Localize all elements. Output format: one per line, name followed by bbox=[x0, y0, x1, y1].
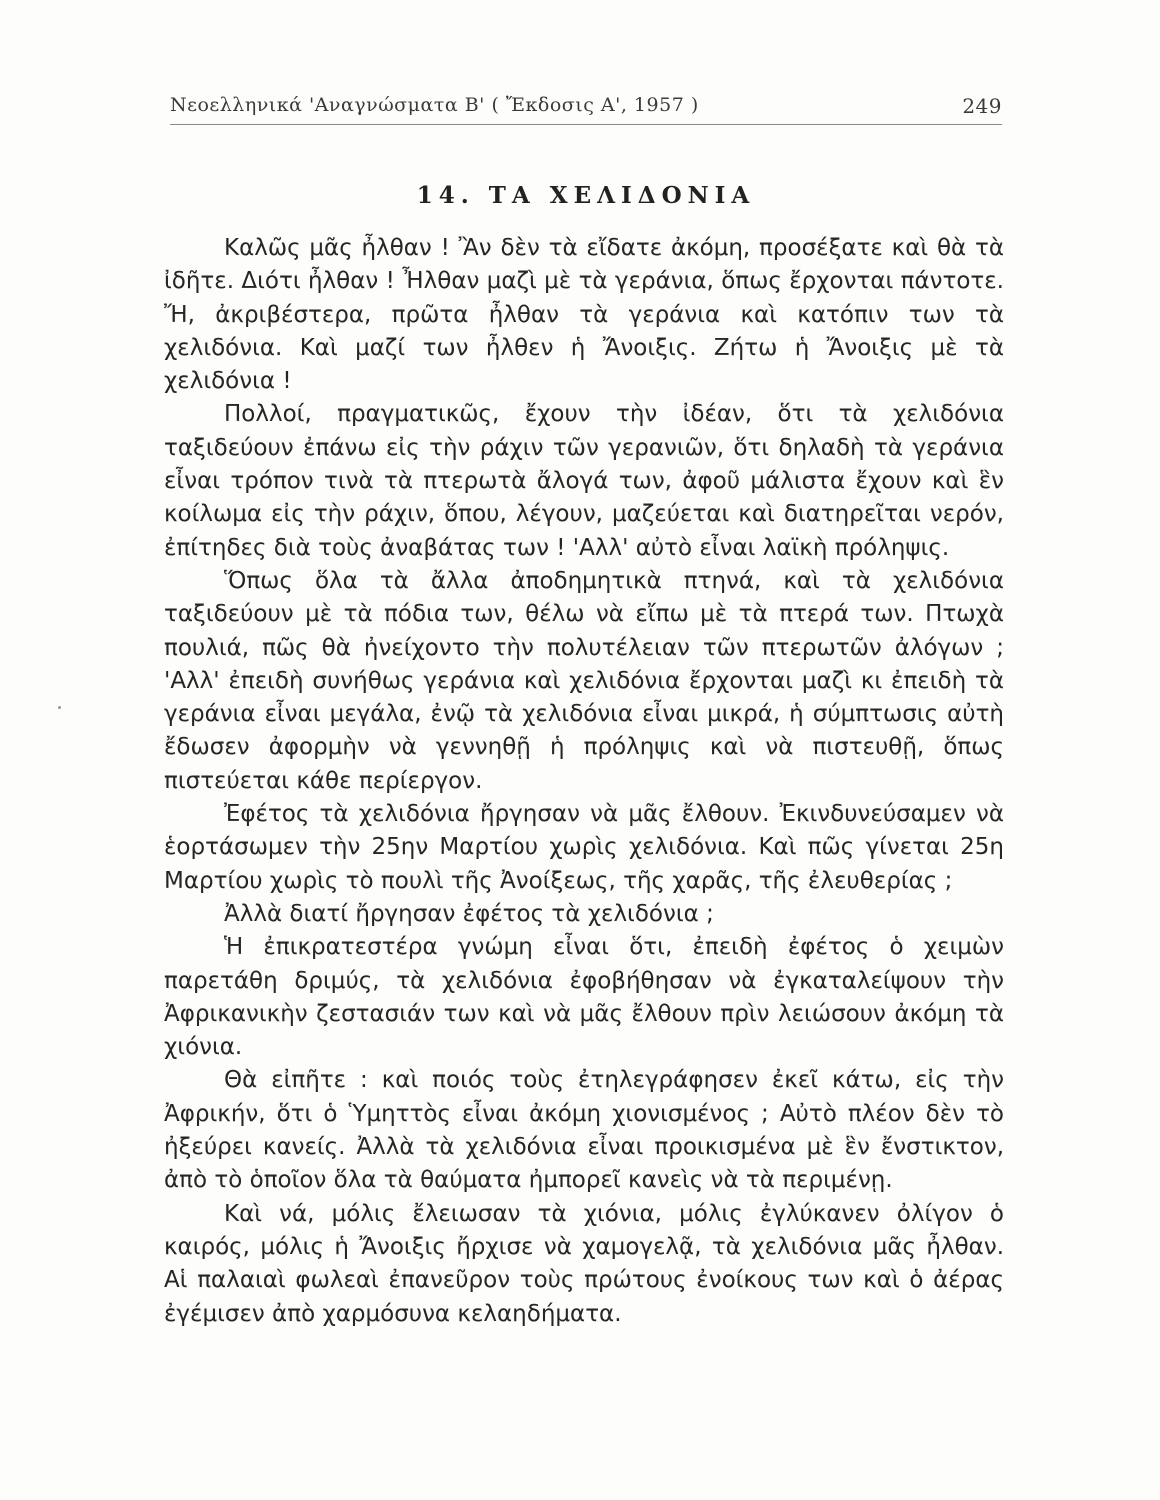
paragraph: Καλῶς μᾶς ἦλθαν ! Ἂν δὲν τὰ εἴδατε ἀκόμη, προσέξατε καὶ θὰ τὰ ἰδῆτε. Διότι ἦλθαν ! Ἦλθαν μαζὶ μὲ τὰ γεράνια, ὅπως ἔρχονται πάντοτε. Ἤ, ἀκριβέστερα, πρῶτα ἦλθαν τὰ γεράνια καὶ κατόπιν των τὰ χελιδόνια. Καὶ μαζί των ἦλθεν ἡ Ἄνοιξις. Ζήτω ἡ Ἄνοιξις μὲ τὰ χελιδόνια ! bbox=[164, 235, 1004, 395]
running-header bbox=[170, 88, 1002, 122]
page-number: 249 bbox=[962, 94, 1002, 118]
paragraph: Πολλοί, πραγματικῶς, ἔχουν τὴν ἰδέαν, ὅτι τὰ χελιδόνια ταξιδεύουν ἐπάνω εἰς τὴν ράχιν τῶν γερανιῶν, ὅτι δηλαδὴ τὰ γεράνια εἶναι τρόπον τινὰ τὰ πτερωτὰ ἄλογά των, ἀφοῦ μάλιστα ἔχουν καὶ ἓν κοίλωμα εἰς τὴν ράχιν, ὅπου, λέγουν, μαζεύεται καὶ διατηρεῖται νερόν, ἐπίτηδες διὰ τοὺς ἀναβάτας των ! 'Αλλ' αὐτὸ εἶναι λαϊκὴ πρόληψις. bbox=[164, 401, 1004, 561]
chapter-title: 14. ΤΑ ΧΕΛΙΔΟΝΙΑ bbox=[416, 182, 756, 209]
paragraph: Καὶ νά, μόλις ἔλειωσαν τὰ χιόνια, μόλις ἐγλύκανεν ὀλίγον ὁ καιρός, μόλις ἡ Ἄνοιξις ἤρχισε νὰ χαμογελᾷ, τὰ χελιδόνια μᾶς ἦλθαν. Αἱ παλαιαὶ φωλεαὶ ἐπανεῦρον τοὺς πρώτους ἐνοίκους των καὶ ὁ ἀέρας ἐγέμισεν ἀπὸ χαρμόσυνα κελαηδήματα. bbox=[164, 1200, 1004, 1327]
chapter-body bbox=[164, 232, 1004, 1331]
running-title: Νεοελληνικά 'Αναγνώσματα Β' ( Ἔκδοσις Α', 1957 ) bbox=[170, 94, 699, 116]
paragraph: Θὰ εἰπῆτε : καὶ ποιός τοὺς ἐτηλεγράφησεν ἐκεῖ κάτω, εἰς τὴν Ἀφρικήν, ὅτι ὁ Ὑμηττὸς εἶναι ἀκόμη χιονισμένος ; Αὐτὸ πλέον δὲν τὸ ἠξεύρει κανείς. Ἀλλὰ τὰ χελιδόνια εἶναι προικισμένα μὲ ἓν ἔνστικτον, ἀπὸ τὸ ὁποῖον ὅλα τὰ θαύματα ἠμπορεῖ κανεὶς νὰ τὰ περιμένῃ. bbox=[164, 1067, 1004, 1194]
paragraph: Ἐφέτος τὰ χελιδόνια ἤργησαν νὰ μᾶς ἔλθουν. Ἐκινδυνεύσαμεν νὰ ἑορτάσωμεν τὴν 25ην Μαρτίου χωρὶς χελιδόνια. Καὶ πῶς γίνεται 25η Μαρτίου χωρὶς τὸ πουλὶ τῆς Ἀνοίξεως, τῆς χαρᾶς, τῆς ἐλευθερίας ; bbox=[164, 801, 1004, 894]
paragraph: Ἀλλὰ διατί ἤργησαν ἐφέτος τὰ χελιδόνια ; bbox=[224, 900, 714, 927]
paragraph: Ἡ ἐπικρατεστέρα γνώμη εἶναι ὅτι, ἐπειδὴ ἐφέτος ὁ χειμὼν παρετάθη δριμύς, τὰ χελιδόνια ἐφοβήθησαν νὰ ἐγκαταλείψουν τὴν Ἀφρικανικὴν ζεστασιάν των καὶ νὰ μᾶς ἔλθουν πρὶν λειώσουν ἀκόμη τὰ χιόνια. bbox=[164, 934, 1004, 1061]
header-rule bbox=[170, 124, 1002, 125]
paragraph: Ὅπως ὅλα τὰ ἄλλα ἀποδημητικὰ πτηνά, καὶ τὰ χελιδόνια ταξιδεύουν μὲ τὰ πόδια των, θέλω νὰ εἴπω μὲ τὰ πτερά των. Πτωχὰ πουλιά, πῶς θὰ ἠνείχοντο τὴν πολυτέλειαν τῶν πτερωτῶν ἀλόγων ; 'Αλλ' ἐπειδὴ συνήθως γεράνια καὶ χελιδόνια ἔρχονται μαζὶ κι ἐπειδὴ τὰ γεράνια εἶναι μεγάλα, ἐνῷ τὰ χελιδόνια εἶναι μικρά, ἡ σύμπτωσις αὐτὴ ἔδωσεν ἀφορμὴν νὰ γεννηθῇ ἡ πρόληψις καὶ νὰ πιστευθῇ, ὅπως πιστεύεται κάθε περίεργον. bbox=[164, 567, 1004, 794]
scan-speck bbox=[58, 706, 61, 709]
